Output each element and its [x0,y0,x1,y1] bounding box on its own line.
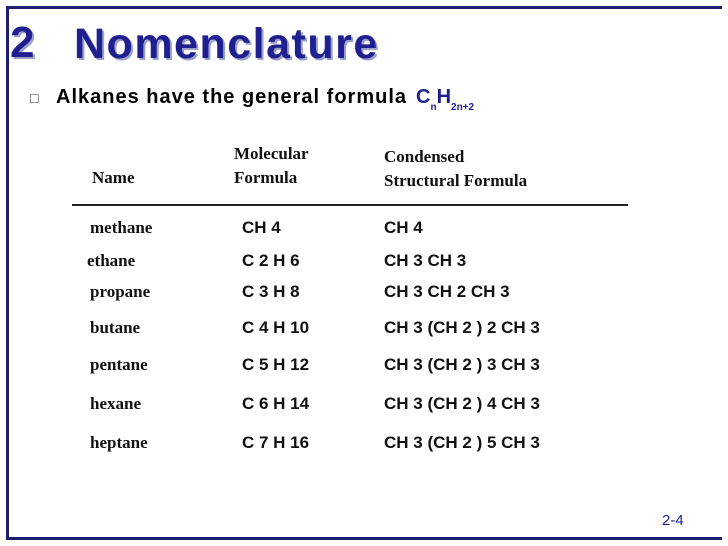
molecular-formula: C 5 H 12 [242,355,310,374]
page-number: 2-4 [662,512,684,529]
formula-sub: 2n+2 [451,102,475,113]
molecular-formula: C 7 H 16 [242,433,310,452]
bullet-icon: □ [30,90,39,106]
molecular-formula: C 3 H 8 [242,282,300,301]
chapter-number: 2 [10,18,36,67]
alkane-name: ethane [87,251,136,270]
table-row [0,218,600,242]
bullet-text: Alkanes have the general formula [56,86,408,108]
condensed-formula: CH 3 CH 2 CH 3 [384,282,510,301]
molecular-formula: C 4 H 10 [242,318,310,337]
condensed-formula: CH 3 (CH 2 ) 2 CH 3 [384,318,540,337]
molecular-formula: C 2 H 6 [242,251,300,270]
condensed-formula: CH 3 CH 3 [384,251,467,270]
table-row [0,433,600,457]
alkane-name: pentane [90,355,148,374]
condensed-formula: CH 4 [384,218,423,237]
slide-title: Nomenclature [74,20,379,68]
general-formula [416,86,475,113]
table-row [0,251,600,275]
slide-frame-top [6,6,722,9]
header-molecular [234,142,309,190]
header-molecular-line1: Molecular [234,144,309,163]
header-molecular-line2: Formula [234,168,298,187]
molecular-formula: C 6 H 14 [242,394,310,413]
table-row [0,318,600,342]
header-condensed-line1: Condensed [384,147,465,166]
formula-c: C [416,86,431,108]
molecular-formula: CH 4 [242,218,281,237]
condensed-formula: CH 3 (CH 2 ) 5 CH 3 [384,433,540,452]
table-row [0,355,600,379]
bullet-point [30,86,474,116]
header-condensed-line2: Structural Formula [384,171,528,190]
header-divider [72,204,628,206]
formula-n: n [430,102,437,113]
slide-frame-bottom [6,537,722,540]
header-condensed [384,145,527,193]
alkane-name: methane [90,218,153,237]
alkane-name: heptane [90,433,148,452]
alkane-name: hexane [90,394,141,413]
condensed-formula: CH 3 (CH 2 ) 4 CH 3 [384,394,540,413]
alkane-name: butane [90,318,141,337]
alkane-name: propane [90,282,151,301]
header-name: Name [92,168,135,187]
condensed-formula: CH 3 (CH 2 ) 3 CH 3 [384,355,540,374]
table-row [0,282,600,306]
table-row [0,394,600,418]
formula-h: H [436,86,452,108]
